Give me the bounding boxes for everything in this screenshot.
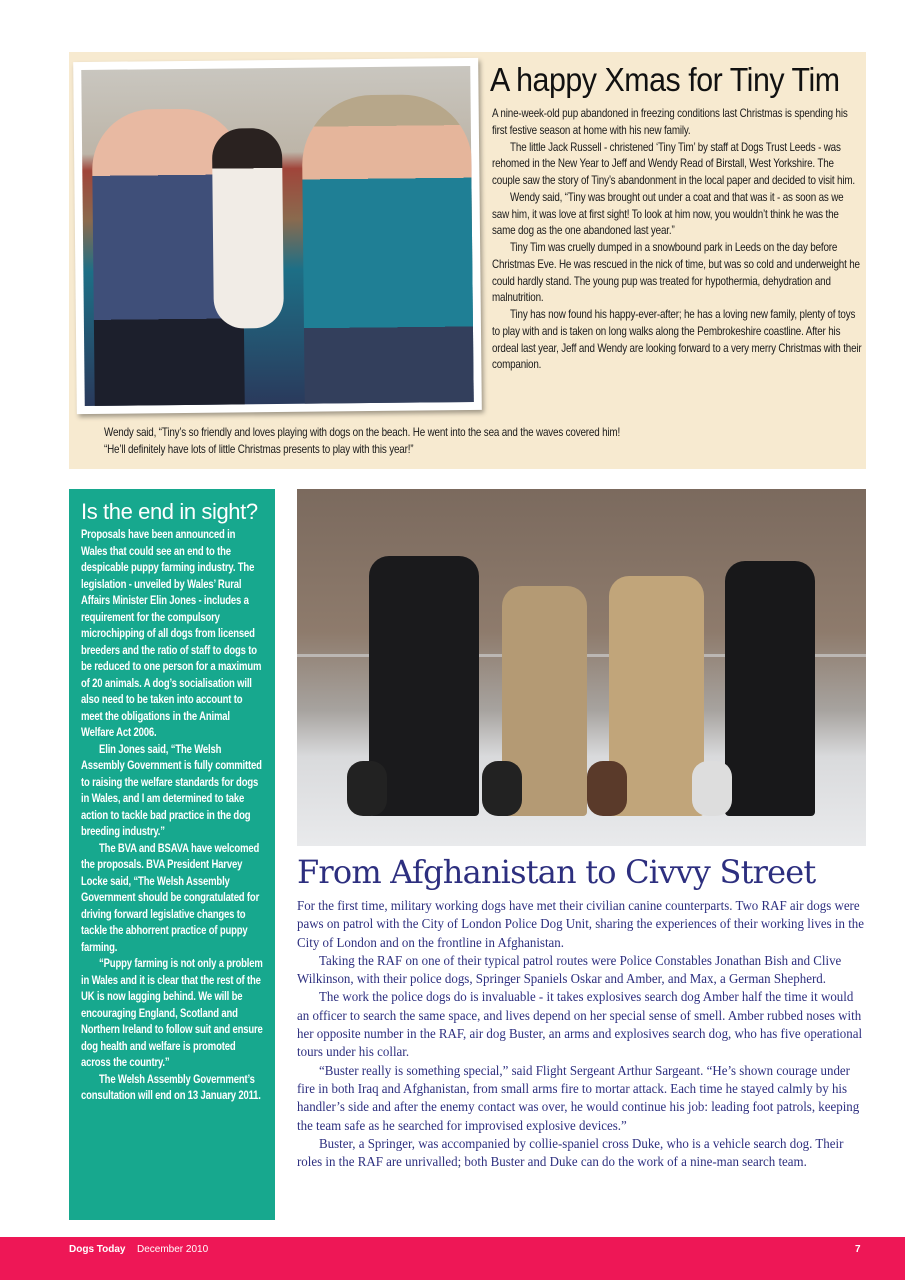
article-body <box>492 105 862 373</box>
sidebar-title: Is the end in sight? <box>81 499 258 524</box>
paragraph: The little Jack Russell - christened ‘Tiny Tim’ by staff at Dogs Trust Leeds - was rehomed in the New Year to Jeff and Wendy Read of Birstall, West Yorkshire. The couple saw the story of Tiny’s abandonment in the local paper and decided to visit him. <box>492 139 855 187</box>
paragraph: “Buster really is something special,” said Flight Sergeant Arthur Sargeant. “He’s shown courage under fire in both Iraq and Afghanistan, from small arms fire to mortar attack. Each time he stayed calmly by his handler’s side and after the enemy contact was over, he would continue his job: leading foot patrols, keeping the team safe as he searched for improvised explosive devices.” <box>297 1062 860 1134</box>
paragraph: The BVA and BSAVA have welcomed the proposals. BVA President Harvey Locke said, “The Welsh Assembly Government should be congratulated for driving forward legislative changes to tackle the abhorrent practice of puppy farming. <box>81 841 260 954</box>
paragraph: For the first time, military working dogs have met their civilian canine counterparts. Two RAF air dogs were paws on patrol with the City of London Police Dog Unit, sharing the experiences of their working lives in the City of London and on the frontline in Afghanistan. <box>297 898 865 951</box>
article-body <box>297 897 866 1171</box>
paragraph: Taking the RAF on one of their typical patrol routes were Police Constables Jonathan Bish and Clive Wilkinson, with their police dogs, Springer Spaniels Oskar and Amber, and Max, a German Shepherd. <box>297 952 842 988</box>
family-with-dog-photo <box>73 58 482 414</box>
paragraph: Tiny Tim was cruelly dumped in a snowbound park in Leeds on the day before Christmas Eve. He was rescued in the nick of time, but was so cold and underweight he could hardly stand. The young pup was treated for hypothermia, dehydration and malnutrition. <box>492 240 860 305</box>
caption-line: “He’ll definitely have lots of little Christmas presents to play with this year!” <box>104 441 414 456</box>
caption-line: Wendy said, “Tiny’s so friendly and loves playing with dogs on the beach. He went into the sea and the waves covered him! <box>104 425 621 439</box>
paragraph: The Welsh Assembly Government’s consultation will end on 13 January 2011. <box>81 1072 261 1102</box>
photo-caption <box>104 424 867 458</box>
paragraph: A nine-week-old pup abandoned in freezing conditions last Christmas is spending his first festive season at home with his new family. <box>492 106 848 137</box>
paragraph: Wendy said, “Tiny was brought out under a coat and that was it - as soon as we saw him, it was love at first sight! To look at him now, you wouldn’t think he was the same dog as the one abandoned last year.” <box>492 189 844 238</box>
article-title: A happy Xmas for Tiny Tim <box>490 61 840 98</box>
paragraph: Buster, a Springer, was accompanied by collie-spaniel cross Duke, who is a vehicle search dog. Their roles in the RAF are unrivalled; both Buster and Duke can do the work of a nine-man search team. <box>297 1135 844 1171</box>
tiny-tim-article <box>69 52 866 469</box>
magazine-name: Dogs Today <box>69 1244 126 1255</box>
page-footer <box>0 1237 905 1280</box>
article-title: From Afghanistan to Civvy Street <box>297 853 816 891</box>
page-number: 7 <box>855 1244 861 1255</box>
paragraph: Tiny has now found his happy-ever-after; he has a loving new family, plenty of toys to play with and is taken on long walks along the Pembrokeshire coastline. After his ordeal last year, Jeff and Wendy are looking forward to a very merry Christmas with their companion. <box>492 307 862 372</box>
paragraph: “Puppy farming is not only a problem in Wales and it is clear that the rest of the UK is now lagging behind. We will be encouraging England, Scotland and Northern Ireland to follow suit and ensure dog health and welfare is promoted across the country.” <box>81 957 263 1069</box>
paragraph: The work the police dogs do is invaluable - it takes explosives search dog Amber half the time it would an officer to search the same space, and lives depend on her special sense of smell. Amber rubbed noses with her opposite number in the RAF, air dog Buster, an arms and explosives search dog, who has five operational tours under his collar. <box>297 989 863 1061</box>
puppy-farming-sidebar <box>69 489 275 1220</box>
paragraph: Proposals have been announced in Wales that could see an end to the despicable puppy farming industry. The legislation - unveiled by Wales’ Rural Affairs Minister Elin Jones - includes a requirement for the compulsory microchipping of all dogs from licensed breeders and the ratio of staff to dogs to be reduced to one person for a maximum of 20 animals. A dog’s socialisation will also need to be taken into account to meet the obligations in the Animal Welfare Act 2006. <box>81 528 262 739</box>
paragraph: Elin Jones said, “The Welsh Assembly Government is fully committed to raising the welfare standards for dogs in Wales, and I am determined to take action to tackle bad practice in the dog breeding industry.” <box>81 742 262 838</box>
patrol-bridge-photo <box>297 489 866 846</box>
issue-date: December 2010 <box>137 1244 209 1255</box>
